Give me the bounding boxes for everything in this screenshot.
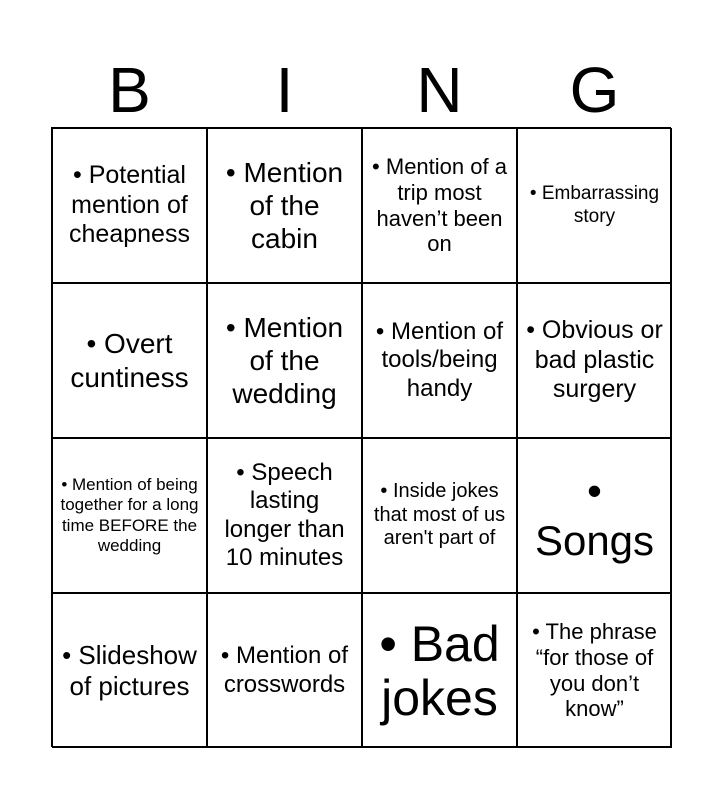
cell-text: • Slideshow of pictures	[62, 639, 197, 701]
cell-text: • Inside jokes that most of us aren't part of	[373, 480, 506, 550]
header-letter-g: G	[569, 54, 620, 126]
bingo-cell-r1c2[interactable]	[207, 128, 362, 283]
cell-text: • Mention of tools/being handy	[375, 318, 504, 402]
bingo-cell-r3c1[interactable]	[52, 438, 207, 593]
bingo-cell-r4c3[interactable]	[362, 593, 517, 748]
cell-text: • Mention of a trip most haven’t been on	[372, 153, 507, 257]
bingo-cell-r3c2[interactable]	[207, 438, 362, 593]
bingo-board	[51, 127, 671, 747]
cell-text: • Obvious or bad plastic surgery	[526, 316, 663, 404]
bingo-cell-r3c3[interactable]	[362, 438, 517, 593]
cell-text: • Potential mention of cheapness	[69, 161, 190, 249]
bingo-cell-r2c3[interactable]	[362, 283, 517, 438]
bingo-cell-r1c3[interactable]	[362, 128, 517, 283]
cell-text: • Mention of being together for a long time BEFORE the wedding	[60, 475, 199, 555]
bingo-cell-r1c4[interactable]	[517, 128, 672, 283]
bingo-cell-r4c1[interactable]	[52, 593, 207, 748]
cell-text: • The phrase “for those of you don’t know”	[532, 618, 657, 722]
bingo-cell-r1c1[interactable]	[52, 128, 207, 283]
bingo-cell-r4c4[interactable]	[517, 593, 672, 748]
cell-text: • Bad jokes	[379, 615, 500, 726]
cell-text: • Embarrassing story	[529, 183, 660, 227]
cell-text: • Mention of crosswords	[220, 642, 349, 698]
header-letter-i: I	[275, 54, 294, 126]
cell-text: • Overt cuntiness	[70, 328, 189, 393]
cell-text: • Mention of the cabin	[225, 156, 344, 255]
bingo-cell-r3c4[interactable]	[517, 438, 672, 593]
bingo-cell-r4c2[interactable]	[207, 593, 362, 748]
cell-text: • Songs	[534, 466, 655, 564]
bingo-header	[52, 52, 672, 128]
header-letter-n: N	[416, 54, 463, 126]
header-letter-b: B	[108, 54, 151, 126]
bingo-cell-r2c2[interactable]	[207, 283, 362, 438]
bingo-cell-r2c1[interactable]	[52, 283, 207, 438]
bingo-cell-r2c4[interactable]	[517, 283, 672, 438]
cell-text: • Speech lasting longer than 10 minutes	[224, 458, 345, 571]
cell-text: • Mention of the wedding	[225, 311, 344, 410]
